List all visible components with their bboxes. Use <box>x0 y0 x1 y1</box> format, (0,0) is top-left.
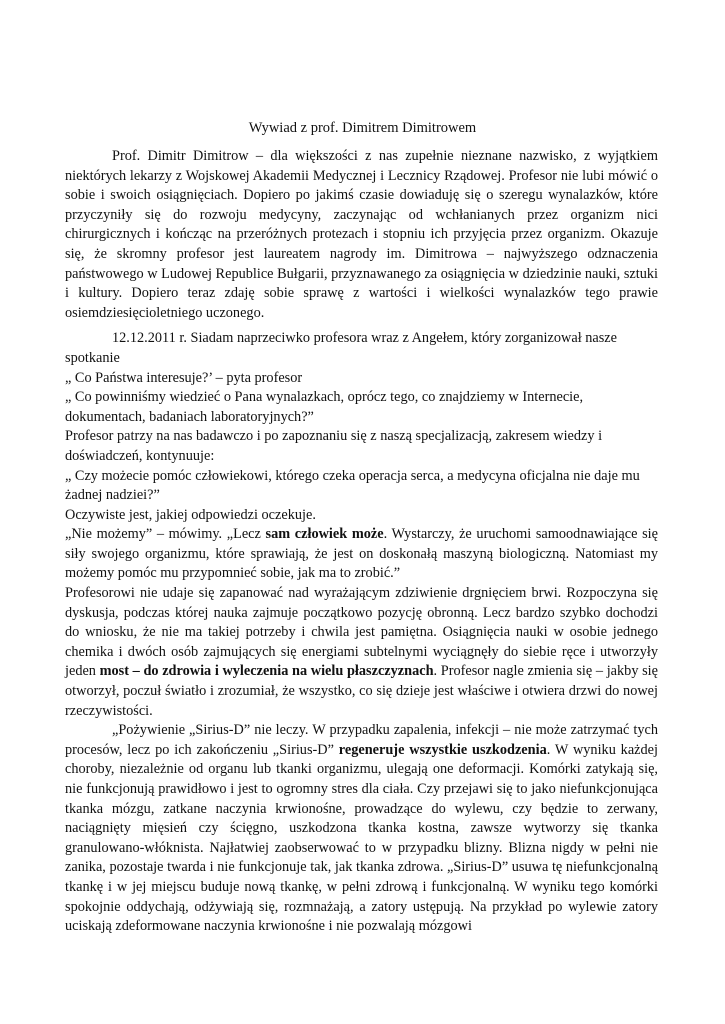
answer-text-a: „Nie możemy” – mówimy. „Lecz <box>65 526 266 543</box>
reaction-text-a: Profesorowi nie udaje się zapanować nad wyrażającym zdziwienie drgnięciem brwi. Rozpoczyna się dyskusja, podczas której nauka zajmuje początkowo pozycję obronną. Lecz bardzo szybko dochodzi do wniosku, że nie ma takiej potrzeby i chwila jest pamiętna. Osiągnięcia nauki w osobie jednego chemika i dwóch osób zajmujących się energiami subtelnymi wyciągnęły do siebie ręce i utworzyły jeden <box>65 585 658 680</box>
answer-bold: sam człowiek może <box>265 526 384 543</box>
obvious-line: Oczywiste jest, jakiej odpowiedzi oczekuje. <box>65 506 316 523</box>
document-body <box>65 147 658 937</box>
observation-line: Profesor patrzy na nas badawczo i po zapoznaniu się z naszą specjalizacją, zakresem wiedzy i doświadczeń, kontynuuje: <box>65 428 603 464</box>
reaction-bold: most – do zdrowia i wyleczenia na wielu płaszczyznach <box>99 663 434 680</box>
question-line-2: „ Co powinniśmy wiedzieć o Pana wynalazkach, oprócz tego, co znajdziemy w Internecie, dokumentach, badaniach laboratoryjnych?” <box>65 389 584 425</box>
document-title: Wywiad z prof. Dimitrem Dimitrowem <box>248 120 477 136</box>
question-line-3: „ Czy możecie pomóc człowiekowi, którego czeka operacja serca, a medycyna oficjalna nie daje mu żadnej nadziei?” <box>65 467 640 504</box>
answer-text-c: . Wystarczy, że uruchomi samoodnawiające się siły swojego organizmu, które sprawiają, że jest on doskonałą maszyną biologiczną. Natomiast my możemy pomóc mu przypomnieć sobie, jak ma to zrobić.” <box>65 526 658 582</box>
question-line-1: „ Co Państwa interesuje?’ – pyta profesor <box>65 369 303 386</box>
sirius-text-c: . W wyniku każdej choroby, niezależnie od organu lub tkanki organizmu, ulegają one deformacji. Komórki zatykają się, nie funkcjonują prawidłowo i jest to ogromny stres dla ciała. Czy przejawi się to jako niefunkcjonująca tkanka mózgu, zatkane naczynia krwionośne, prowadzące do wylewu, czy będzie to zerwany, naciągnięty mięsień czy ścięgno, uszkodzona tkanka kostna, zawsze wytworzy się tkanka granulowano-włóknista. Najłatwiej zaobserwować to w przypadku blizny. Blizna nigdy w pełni nie zanika, pozostaje twarda i nie funkcjonuje tak, jak tkanka zdrowa. „Sirius-D” usuwa tę niefunkcjonalną tkankę i w jej miejscu buduje nową tkankę, w pełni zdrową i funkcjonalną. W wyniku tego komórki spokojnie oddychają, odżywiają się, rozmnażają, a zatory ustępują. Na przykład po wylewie zatory uciskają zdeformowane naczynia krwionośne i nie pozwalają mózgowi <box>65 741 658 935</box>
reaction-paragraph <box>65 584 658 721</box>
sirius-bold: regeneruje wszystkie uszkodzenia <box>338 741 547 758</box>
sirius-paragraph <box>65 721 658 937</box>
sirius-text-a: „Pożywienie „Sirius-D” nie leczy. W przypadku zapalenia, infekcji – nie może zatrzymać tych procesów, lecz po ich zakończeniu „Sirius-D” <box>65 722 658 758</box>
meeting-paragraph: 12.12.2011 r. Siadam naprzeciwko profesora wraz z Angełem, który zorganizował nasze spotkanie <box>65 330 617 366</box>
intro-paragraph: Prof. Dimitr Dimitrow – dla większości z nas zupełnie nieznane nazwisko, z wyjątkiem niektórych lekarzy z Wojskowej Akademii Medycznej i Lecznicy Rządowej. Profesor nie lubi mówić o sobie i swoich osiągnięciach. Dopiero po jakimś czasie dowiaduję się o szeregu wynalazków, które przyczyniły się do rozwoju medycyny, zaczynając od wchłanianych przez organizm nici chirurgicznych i kończąc na przeróżnych protezach i stopniu ich przyjęcia przez organizm. Okazuje się, że skromny profesor jest laureatem nagrody im. Dimitrowa – najwyższego odznaczenia państwowego w Ludowej Republice Bułgarii, przyznawanego za osiągnięcia w dziedzinie nauki, sztuki i kultury. Dopiero teraz zdaję sobie sprawę z wartości i wielkości wynalazków tego prawie osiemdziesięcioletniego uczonego. <box>65 148 658 321</box>
reaction-text-c: . Profesor nagle zmienia się – jakby się otworzył, poczuł światło i zrozumiał, że wszystko, co się dzieje jest właściwe i otwiera drzwi do nowej rzeczywistości. <box>65 663 658 719</box>
answer-paragraph <box>65 525 658 584</box>
